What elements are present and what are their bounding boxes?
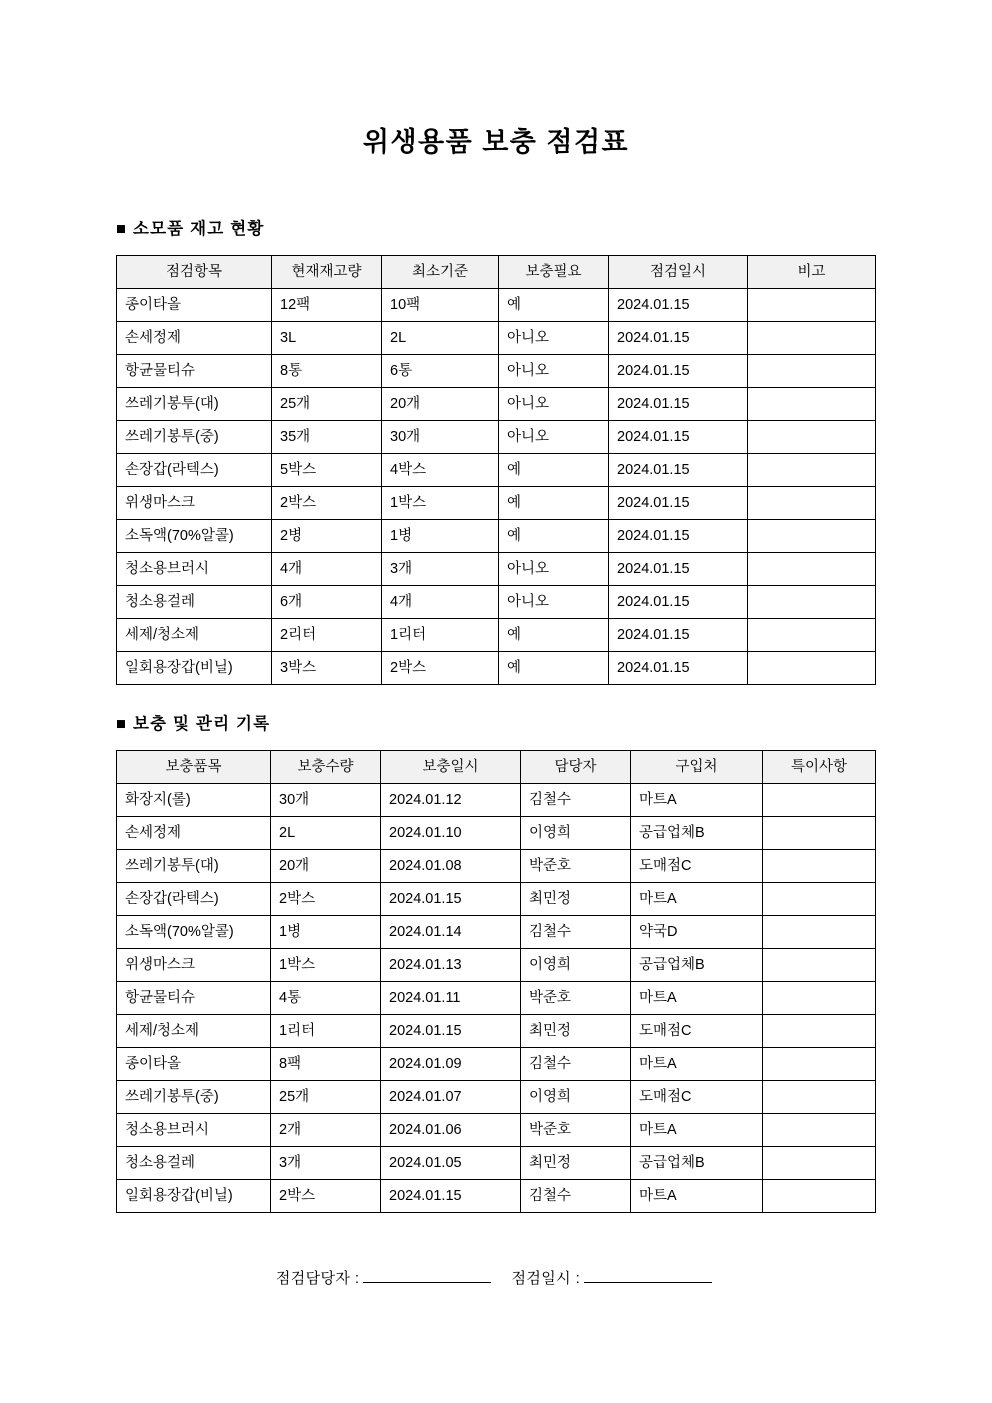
table-header-row [117,256,876,289]
table-cell: 4통 [271,981,381,1014]
table-cell: 손세정제 [117,322,272,355]
table-cell: 2024.01.15 [609,619,748,652]
table-cell [748,652,876,685]
table-cell [763,981,876,1014]
table-cell: 2024.01.15 [609,388,748,421]
table-cell [748,553,876,586]
table-cell: 이영희 [521,816,631,849]
table-cell: 2박스 [382,652,499,685]
table-row [117,421,876,454]
table-cell: 항균물티슈 [117,355,272,388]
table-cell: 쓰레기봉투(대) [117,388,272,421]
table-cell: 20개 [271,849,381,882]
page-title: 위생용품 보충 점검표 [362,127,630,157]
table-cell: 아니오 [499,355,609,388]
table-cell: 이영희 [521,948,631,981]
table-cell: 10팩 [382,289,499,322]
table-cell: 2024.01.07 [381,1080,521,1113]
table-cell: 세제/청소제 [117,1014,271,1047]
inspector-blank-field[interactable] [363,1267,491,1283]
table-cell [763,1014,876,1047]
table-cell: 예 [499,289,609,322]
table-cell [763,1179,876,1212]
table-row [117,816,876,849]
table-cell: 최민정 [521,882,631,915]
table-cell: 최민정 [521,1146,631,1179]
table-cell: 김철수 [521,915,631,948]
table-cell: 이영희 [521,1080,631,1113]
table-cell: 2024.01.15 [609,586,748,619]
table-cell [763,783,876,816]
table-cell: 도매점C [631,849,763,882]
section-header-stock: ■ 소모품 재고 현황 [116,220,265,239]
table-cell: 아니오 [499,388,609,421]
table-cell: 아니오 [499,322,609,355]
table-cell: 마트A [631,981,763,1014]
table-row [117,1146,876,1179]
table-cell: 2024.01.08 [381,849,521,882]
column-header: 보충필요 [499,256,609,289]
table-cell: 2박스 [271,882,381,915]
table-cell: 2024.01.13 [381,948,521,981]
table-cell: 공급업체B [631,948,763,981]
table-row [117,783,876,816]
table-cell: 예 [499,454,609,487]
table-cell: 3박스 [272,652,382,685]
table-cell: 1박스 [382,487,499,520]
table-cell: 2024.01.15 [381,1179,521,1212]
table-cell: 6통 [382,355,499,388]
table-cell: 2024.01.11 [381,981,521,1014]
table-cell [748,388,876,421]
table-cell [748,421,876,454]
table-cell: 2024.01.12 [381,783,521,816]
table-row [117,1080,876,1113]
table-row [117,586,876,619]
table-cell: 8팩 [271,1047,381,1080]
stock-status-table [116,255,876,685]
table-cell: 공급업체B [631,1146,763,1179]
table-cell: 마트A [631,1179,763,1212]
table-cell: 25개 [271,1080,381,1113]
table-cell: 2024.01.15 [609,553,748,586]
table-row [117,1014,876,1047]
table-cell: 손장갑(라텍스) [117,454,272,487]
table-cell: 2024.01.09 [381,1047,521,1080]
table-cell [763,948,876,981]
table-cell: 마트A [631,882,763,915]
table-header-row [117,750,876,783]
inspector-label: 점검담당자 : [275,1269,360,1287]
table-cell: 2병 [272,520,382,553]
column-header: 보충품목 [117,750,271,783]
table-cell: 도매점C [631,1080,763,1113]
table-cell: 2024.01.15 [609,322,748,355]
table-cell: 2024.01.15 [609,289,748,322]
table-cell: 1리터 [271,1014,381,1047]
table-cell [748,289,876,322]
table-cell: 항균물티슈 [117,981,271,1014]
table-cell: 일회용장갑(비닐) [117,652,272,685]
column-header: 구입처 [631,750,763,783]
table-cell: 약국D [631,915,763,948]
table-cell: 20개 [382,388,499,421]
table-cell: 마트A [631,1113,763,1146]
table-cell: 아니오 [499,586,609,619]
table-row [117,981,876,1014]
table-cell: 6개 [272,586,382,619]
table-cell: 아니오 [499,553,609,586]
table-cell: 박준호 [521,849,631,882]
inspection-date-blank-field[interactable] [584,1267,712,1283]
table-cell [748,586,876,619]
table-cell: 1병 [271,915,381,948]
table-cell: 2리터 [272,619,382,652]
table-cell: 예 [499,652,609,685]
table-cell: 4박스 [382,454,499,487]
table-cell: 2024.01.15 [381,882,521,915]
column-header: 현재재고량 [272,256,382,289]
table-cell: 30개 [382,421,499,454]
table-row [117,882,876,915]
table-cell: 2024.01.15 [609,520,748,553]
table-cell: 쓰레기봉투(중) [117,1080,271,1113]
table-cell: 손장갑(라텍스) [117,882,271,915]
table-cell [763,1146,876,1179]
table-cell: 종이타올 [117,289,272,322]
inspection-date-label: 점검일시 : [511,1269,581,1287]
table-cell: 화장지(롤) [117,783,271,816]
table-cell [763,816,876,849]
table-row [117,652,876,685]
table-cell: 3개 [271,1146,381,1179]
table-cell: 예 [499,487,609,520]
table-cell: 2024.01.15 [381,1014,521,1047]
table-cell: 8통 [272,355,382,388]
table-cell: 2024.01.10 [381,816,521,849]
table-cell: 1병 [382,520,499,553]
table-cell: 2024.01.15 [609,421,748,454]
table-row [117,1047,876,1080]
table-cell: 쓰레기봉투(중) [117,421,272,454]
table-cell: 공급업체B [631,816,763,849]
table-cell: 김철수 [521,1047,631,1080]
restock-record-table [116,750,876,1213]
table-row [117,289,876,322]
table-cell: 35개 [272,421,382,454]
table-cell: 일회용장갑(비닐) [117,1179,271,1212]
table-cell: 5박스 [272,454,382,487]
table-cell: 2L [271,816,381,849]
table-cell [748,454,876,487]
table-cell: 종이타올 [117,1047,271,1080]
table-cell: 마트A [631,1047,763,1080]
table-cell [748,520,876,553]
table-cell: 위생마스크 [117,487,272,520]
table-cell: 4개 [382,586,499,619]
table-row [117,454,876,487]
table-row [117,355,876,388]
table-row [117,553,876,586]
column-header: 비고 [748,256,876,289]
table-cell: 손세정제 [117,816,271,849]
table-cell: 쓰레기봉투(대) [117,849,271,882]
table-cell: 소독액(70%알콜) [117,915,271,948]
table-cell: 2024.01.15 [609,652,748,685]
table-cell: 박준호 [521,981,631,1014]
table-cell: 2024.01.06 [381,1113,521,1146]
column-header: 보충수량 [271,750,381,783]
table-cell [763,1113,876,1146]
table-cell [748,355,876,388]
table-cell: 마트A [631,783,763,816]
table-row [117,1179,876,1212]
table-cell [763,915,876,948]
table-row [117,948,876,981]
table-cell: 2024.01.15 [609,454,748,487]
table-cell: 청소용걸레 [117,586,272,619]
column-header: 담당자 [521,750,631,783]
table-cell: 아니오 [499,421,609,454]
table-cell: 1박스 [271,948,381,981]
table-cell: 3개 [382,553,499,586]
table-row [117,487,876,520]
signature-footer [116,1213,876,1288]
table-cell: 2024.01.15 [609,355,748,388]
table-cell: 2024.01.14 [381,915,521,948]
table-cell [748,487,876,520]
table-row [117,915,876,948]
column-header: 특이사항 [763,750,876,783]
section-header-restock: ■ 보충 및 관리 기록 [116,715,271,734]
table-cell: 30개 [271,783,381,816]
table-cell: 청소용브러시 [117,553,272,586]
table-cell [748,322,876,355]
table-cell [763,882,876,915]
table-cell [763,1047,876,1080]
table-cell: 2024.01.15 [609,487,748,520]
table-row [117,849,876,882]
table-cell [763,1080,876,1113]
table-row [117,1113,876,1146]
column-header: 최소기준 [382,256,499,289]
table-cell: 4개 [272,553,382,586]
table-cell: 예 [499,619,609,652]
table-cell: 2L [382,322,499,355]
table-cell: 김철수 [521,783,631,816]
table-cell: 최민정 [521,1014,631,1047]
table-row [117,388,876,421]
table-cell: 김철수 [521,1179,631,1212]
table-cell: 2024.01.05 [381,1146,521,1179]
table-cell: 예 [499,520,609,553]
column-header: 점검일시 [609,256,748,289]
table-cell: 12팩 [272,289,382,322]
table-cell: 2개 [271,1113,381,1146]
table-row [117,322,876,355]
table-cell: 위생마스크 [117,948,271,981]
table-cell: 청소용브러시 [117,1113,271,1146]
table-cell: 1리터 [382,619,499,652]
table-cell: 2박스 [272,487,382,520]
table-cell: 25개 [272,388,382,421]
table-row [117,619,876,652]
table-cell [763,849,876,882]
table-row [117,520,876,553]
table-cell: 3L [272,322,382,355]
table-cell: 세제/청소제 [117,619,272,652]
table-cell: 청소용걸레 [117,1146,271,1179]
column-header: 점검항목 [117,256,272,289]
table-cell: 박준호 [521,1113,631,1146]
table-cell [748,619,876,652]
column-header: 보충일시 [381,750,521,783]
table-cell: 소독액(70%알콜) [117,520,272,553]
table-cell: 도매점C [631,1014,763,1047]
table-cell: 2박스 [271,1179,381,1212]
